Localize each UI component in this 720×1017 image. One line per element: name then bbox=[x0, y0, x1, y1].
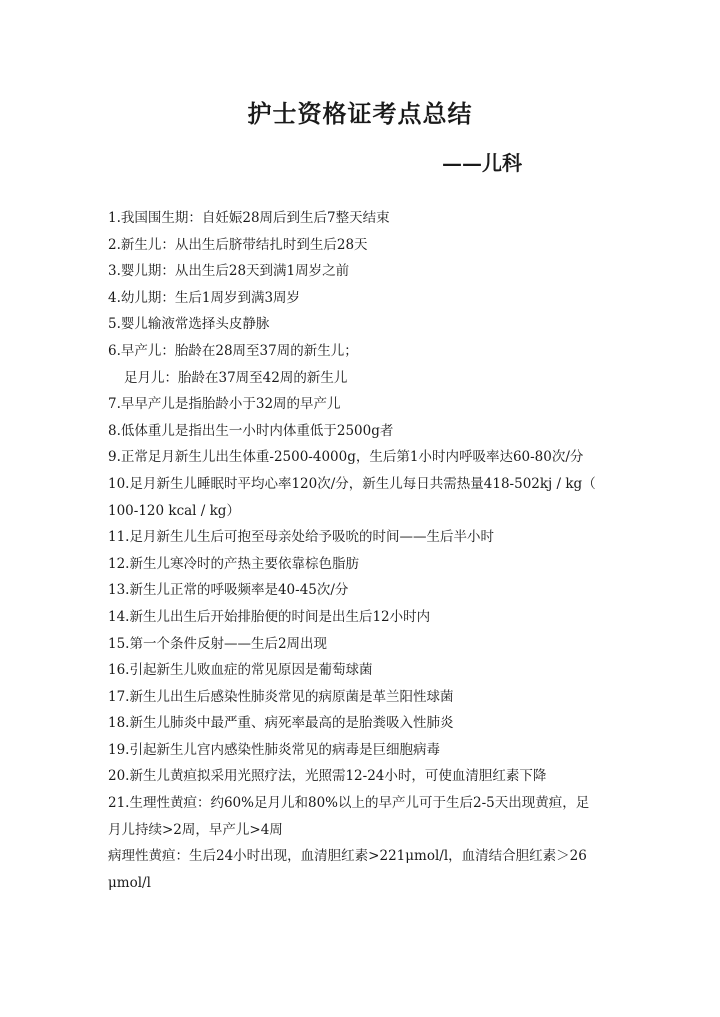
document-subtitle: ——儿科 bbox=[442, 151, 522, 175]
text-line: 14.新生儿出生后开始排胎便的时间是出生后12小时内 bbox=[108, 608, 431, 625]
text-line: 4.幼儿期：生后1周岁到满3周岁 bbox=[108, 289, 301, 306]
text-line: 10.足月新生儿睡眠时平均心率120次/分，新生儿每日共需热量418-502kj / kg（ bbox=[108, 475, 596, 492]
text-line: 病理性黄疸：生后24小时出现，血清胆红素>221μmol/l，血清结合胆红素＞26 bbox=[108, 848, 587, 865]
text-line: 7.早早产儿是指胎龄小于32周的早产儿 bbox=[108, 396, 341, 413]
text-line: 17.新生儿出生后感染性肺炎常见的病原菌是革兰阳性球菌 bbox=[108, 688, 454, 705]
text-line: 21.生理性黄疸：约60%足月儿和80%以上的早产儿可于生后2-5天出现黄疸，足 bbox=[108, 795, 590, 812]
text-line: 19.引起新生儿宫内感染性肺炎常见的病毒是巨细胞病毒 bbox=[108, 741, 440, 758]
document-title: 护士资格证考点总结 bbox=[247, 99, 473, 128]
text-line: 12.新生儿寒冷时的产热主要依靠棕色脂肪 bbox=[108, 555, 359, 572]
text-line: 足月儿：胎龄在37周至42周的新生儿 bbox=[124, 369, 348, 386]
text-line: 20.新生儿黄疸拟采用光照疗法，光照需12-24小时，可使血清胆红素下降 bbox=[108, 768, 547, 785]
text-line: 100-120 kcal / kg） bbox=[108, 502, 240, 519]
text-line: 15.第一个条件反射——生后2周出现 bbox=[108, 635, 328, 652]
text-line: 8.低体重儿是指出生一小时内体重低于2500g者 bbox=[108, 422, 394, 439]
text-line: 5.婴儿输液常选择头皮静脉 bbox=[108, 316, 270, 333]
text-line: 16.引起新生儿败血症的常见原因是葡萄球菌 bbox=[108, 662, 373, 679]
text-line: μmol/l bbox=[108, 874, 151, 891]
text-line: 月儿持续>2周，早产儿>4周 bbox=[108, 821, 283, 838]
text-line: 18.新生儿肺炎中最严重、病死率最高的是胎粪吸入性肺炎 bbox=[108, 715, 454, 732]
text-line: 9.正常足月新生儿出生体重-2500-4000g，生后第1小时内呼吸率达60-80次/分 bbox=[108, 449, 584, 466]
text-line: 1.我国围生期：自妊娠28周后到生后7整天结束 bbox=[108, 210, 390, 226]
document-body bbox=[108, 205, 618, 896]
text-line: 11.足月新生儿生后可抱至母亲处给予吸吮的时间——生后半小时 bbox=[108, 529, 494, 546]
text-line: 3.婴儿期：从出生后28天到满1周岁之前 bbox=[108, 263, 350, 280]
text-line: 2.新生儿：从出生后脐带结扎时到生后28天 bbox=[108, 236, 368, 253]
text-line: 13.新生儿正常的呼吸频率是40-45次/分 bbox=[108, 582, 349, 599]
text-line: 6.早产儿：胎龄在28周至37周的新生儿； bbox=[108, 342, 358, 359]
